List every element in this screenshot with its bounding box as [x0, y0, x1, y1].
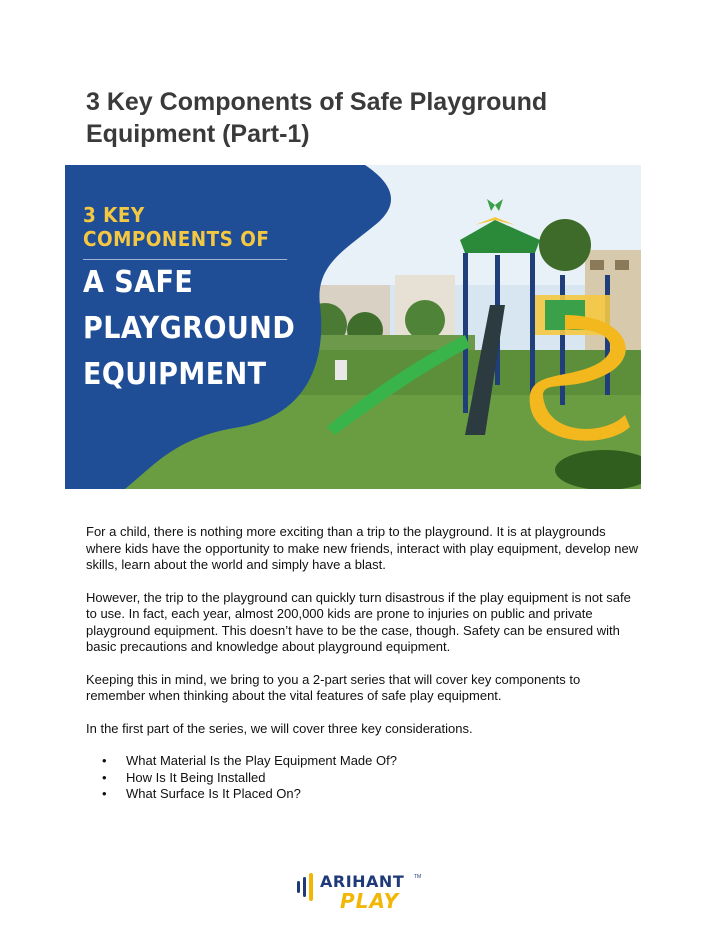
hero-heading — [83, 203, 333, 398]
considerations-list — [86, 753, 642, 803]
list-item-text: What Surface Is It Placed On? — [126, 786, 301, 801]
list-item-text: How Is It Being Installed — [126, 769, 266, 785]
list-item-text: What Material Is the Play Equipment Made Of? — [126, 753, 397, 768]
paragraph: Keeping this in mind, we bring to you a 2-part series that will cover key components to remember when thinking about the vital features of safe play equipment. — [86, 671, 581, 703]
page-title: 3 Key Components of Safe Playground Equipment (Part-1) — [86, 88, 548, 148]
list-item — [86, 770, 642, 787]
logo-mark-icon — [296, 872, 318, 902]
list-item — [86, 753, 642, 770]
hero-banner-image — [65, 165, 641, 489]
bullet-icon: • — [102, 753, 107, 768]
bullet-icon: • — [102, 786, 107, 801]
logo-trademark: TM — [414, 874, 422, 880]
article-body — [86, 524, 642, 803]
hero-heading-line2: A SAFE — [83, 265, 194, 300]
logo-play-text: PLAY — [340, 889, 400, 913]
list-item — [86, 786, 642, 803]
hero-heading-line3: PLAYGROUND — [83, 311, 296, 346]
paragraph: In the first part of the series, we will cover three key considerations. — [86, 720, 473, 736]
paragraph: However, the trip to the playground can quickly turn disastrous if the play equipment is not safe to use. In fact, each year, almost 200,000 kids are prone to injuries on public and private playground equipment. This doesn’t have to be the case, though. Safety can be ensured with basic precautions and knowledge about playground equipment. — [86, 589, 631, 654]
arihant-play-logo — [296, 870, 426, 918]
hero-heading-line4: EQUIPMENT — [83, 357, 267, 392]
bullet-icon: • — [102, 769, 107, 785]
hero-heading-line1: 3 KEY COMPONENTS OF — [83, 203, 287, 260]
paragraph: For a child, there is nothing more exciting than a trip to the playground. It is at playgrounds where kids have the opportunity to make new friends, interact with play equipment, develop new skills, learn about the world and simply have a blast. — [86, 524, 639, 572]
logo-wordmark: ARIHANT — [320, 872, 405, 891]
